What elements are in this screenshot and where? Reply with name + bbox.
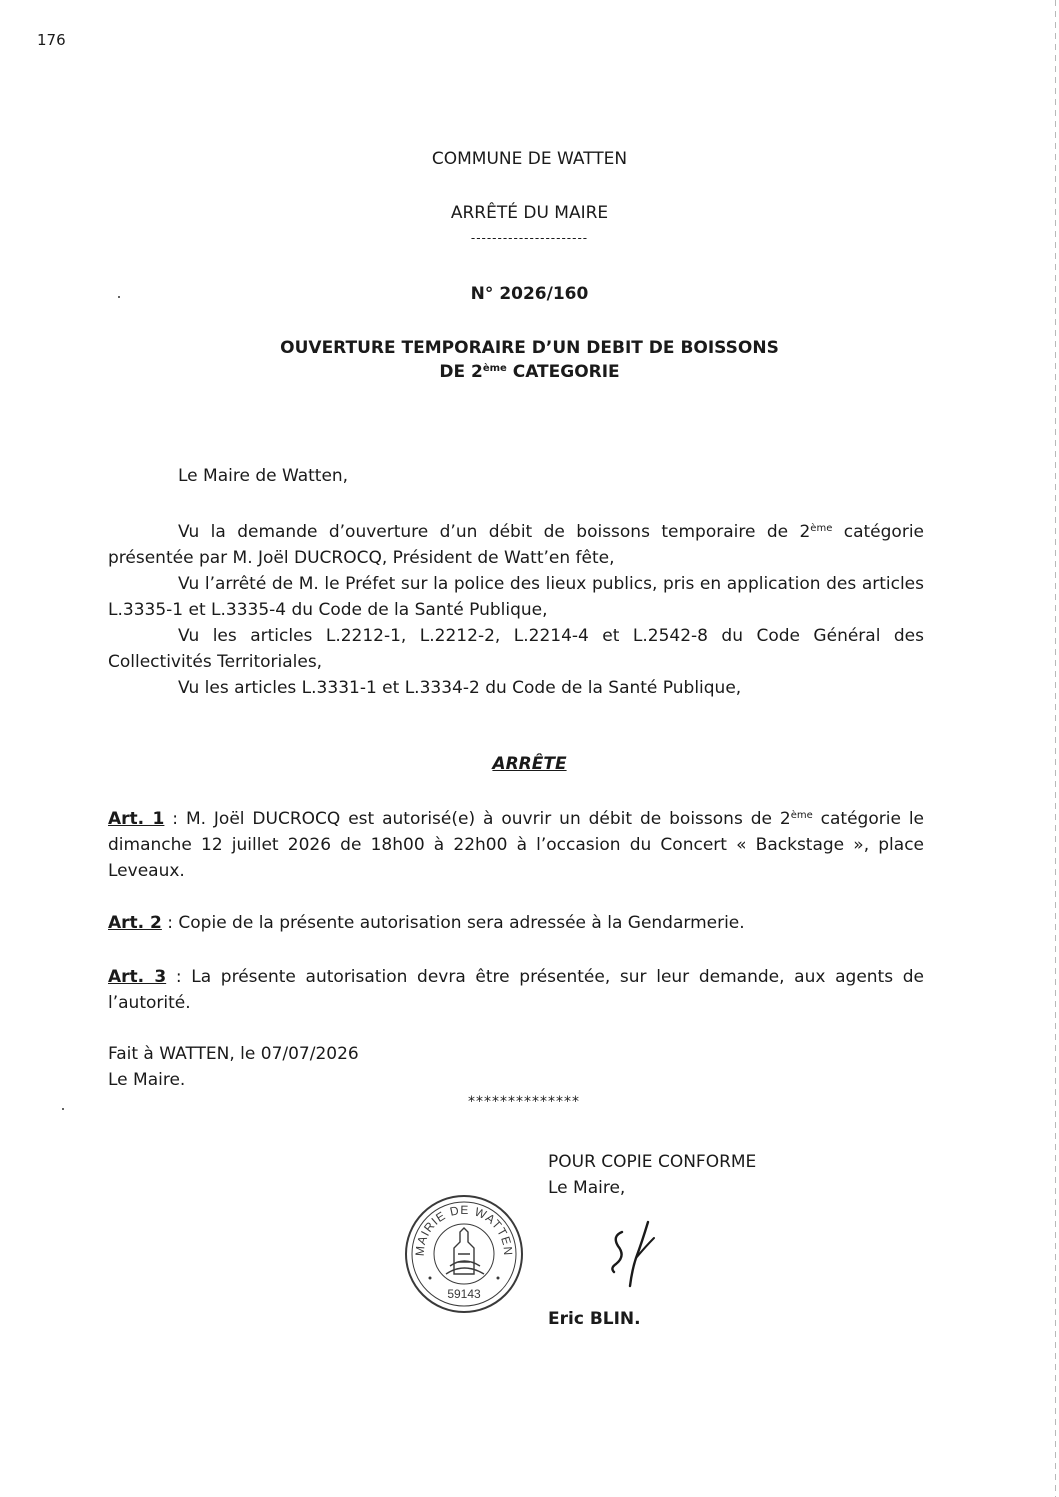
- document-type-heading: ARRÊTÉ DU MAIRE: [450, 203, 609, 223]
- done-at-line: Fait à WATTEN, le 07/07/2026: [108, 1044, 359, 1064]
- town-hall-stamp: [402, 1192, 526, 1316]
- article-2: Art. 2 : Copie de la présente autorisation sera adressée à la Gendarmerie.: [108, 913, 745, 933]
- stamp-seal-icon: [402, 1192, 526, 1316]
- consideration-4: Vu les articles L.3331-1 et L.3334-2 du Code de la Santé Publique,: [178, 678, 742, 698]
- consideration-2: Vu l’arrêté de M. le Préfet sur la police des lieux publics, pris en application des articles L.3335-1 et L.3335-4 du Code de la Santé Publique,: [108, 574, 924, 620]
- decree-number: N° 2026/160: [470, 284, 589, 304]
- article-2-label: Art. 2: [108, 913, 162, 933]
- mayor-signature: [600, 1212, 670, 1292]
- signature-scribble-icon: [600, 1212, 670, 1292]
- heading-separator: ----------------------: [470, 231, 589, 245]
- scan-speck: [62, 1108, 64, 1110]
- decision-heading: ARRÊTE: [492, 754, 567, 774]
- decree-subject: [0, 336, 1059, 384]
- article-3: Art. 3 : La présente autorisation devra être présentée, sur leur demande, aux agents de l’autorité.: [108, 967, 925, 1013]
- consideration-1: Vu la demande d’ouverture d’un débit de boissons temporaire de 2ème catégorie présentée par M. Joël DUCROCQ, Président de Watt’en fête,: [108, 522, 924, 568]
- article-3-label: Art. 3: [108, 967, 167, 987]
- article-1: Art. 1 : M. Joël DUCROCQ est autorisé(e) à ouvrir un débit de boissons de 2ème catégorie le dimanche 12 juillet 2026 de 18h00 à 22h00 à l’occasion du Concert « Backstage », place Leveaux.: [108, 809, 925, 881]
- decree-subject-line2: DE 2ème CATEGORIE: [439, 362, 620, 382]
- stamp-text-top: MAIRIE DE WATTEN: [412, 1202, 516, 1257]
- certified-copy-label: POUR COPIE CONFORME: [548, 1152, 757, 1172]
- mayor-name: Eric BLIN.: [548, 1309, 641, 1329]
- scan-edge-artifact: [1055, 0, 1056, 1497]
- article-1-label: Art. 1: [108, 809, 165, 829]
- separator-stars: **************: [468, 1094, 580, 1110]
- page-number: 176: [37, 31, 66, 49]
- commune-heading: COMMUNE DE WATTEN: [431, 149, 628, 169]
- certified-copy-role: Le Maire,: [548, 1178, 626, 1198]
- stamp-postcode: 59143: [447, 1287, 481, 1301]
- opening-line: Le Maire de Watten,: [178, 466, 349, 486]
- consideration-3: Vu les articles L.2212-1, L.2212-2, L.2214-4 et L.2542-8 du Code Général des Collectivités Territoriales,: [108, 626, 924, 672]
- decree-subject-line1: OUVERTURE TEMPORAIRE D’UN DEBIT DE BOISSONS: [280, 338, 779, 358]
- signer-role: Le Maire.: [108, 1070, 186, 1090]
